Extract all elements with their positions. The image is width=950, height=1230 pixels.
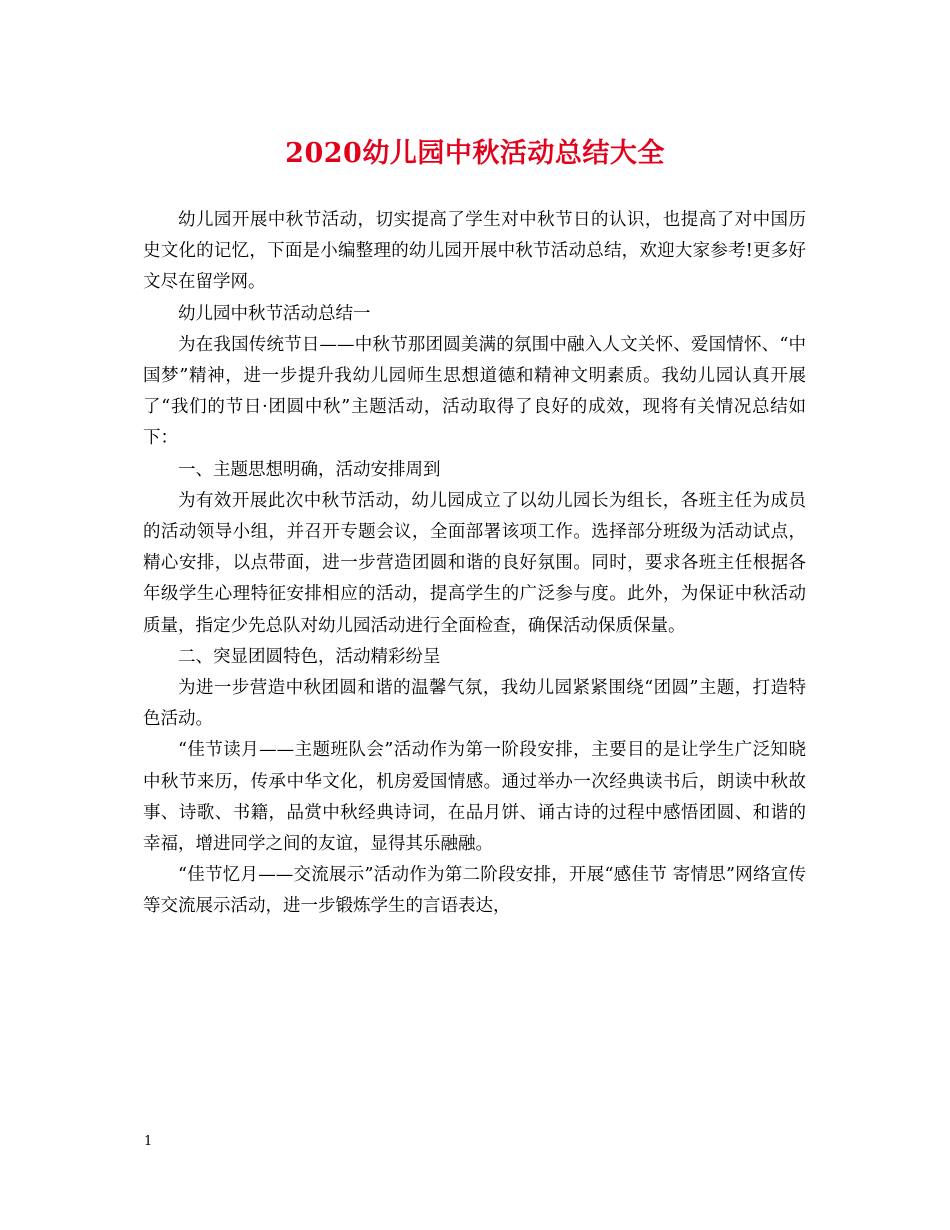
body-paragraph: “佳节读月——主题班队会”活动作为第一阶段安排，主要目的是让学生广泛知晓中秋节来历，传承中华文化，机房爱国情感。通过举办一次经典读书后，朗读中秋故事、诗歌、书籍，品赏中秋经典诗词，在品月饼、诵古诗的过程中感悟团圆、和谐的幸福，增进同学之间的友谊，显得其乐融融。 bbox=[143, 740, 806, 855]
intro-paragraph: 幼儿园开展中秋节活动，切实提高了学生对中秋节日的认识，也提高了对中国历史文化的记忆，下面是小编整理的幼儿园开展中秋节活动总结，欢迎大家参考!更多好文尽在留学网。 bbox=[143, 210, 806, 293]
body-paragraph: 为有效开展此次中秋节活动，幼儿园成立了以幼儿园长为组长，各班主任为成员的活动领导小组，并召开专题会议，全面部署该项工作。选择部分班级为活动试点，精心安排，以点带面，进一步营造团圆和谐的良好氛围。同时，要求各班主任根据各年级学生心理特征安排相应的活动，提高学生的广泛参与度。此外，为保证中秋活动质量，指定少先总队对幼儿园活动进行全面检查，确保活动保质保量。 bbox=[143, 490, 806, 636]
body-paragraph: “佳节忆月——交流展示”活动作为第二阶段安排，开展“感佳节 寄情思”网络宣传等交流展示活动，进一步锻炼学生的言语表达， bbox=[143, 865, 806, 917]
body-paragraph: 为进一步营造中秋团圆和谐的温馨气氛，我幼儿园紧紧围绕“团圆”主题，打造特色活动。 bbox=[143, 678, 806, 730]
document-body bbox=[143, 205, 806, 923]
document-title: 2020幼儿园中秋活动总结大全 bbox=[285, 138, 665, 169]
body-paragraph: 为在我国传统节日——中秋节那团圆美满的氛围中融入人文关怀、爱国情怀、“中国梦”精神，进一步提升我幼儿园师生思想道德和精神文明素质。我幼儿园认真开展了“我们的节日·团圆中秋”主题活动，活动取得了良好的成效，现将有关情况总结如下： bbox=[143, 334, 806, 449]
page-number: 1 bbox=[144, 1134, 153, 1149]
section-heading: 二、突显团圆特色，活动精彩纷呈 bbox=[178, 646, 441, 667]
section-heading: 一、主题思想明确，活动安排周到 bbox=[178, 459, 441, 480]
section-heading: 幼儿园中秋节活动总结一 bbox=[178, 303, 371, 324]
